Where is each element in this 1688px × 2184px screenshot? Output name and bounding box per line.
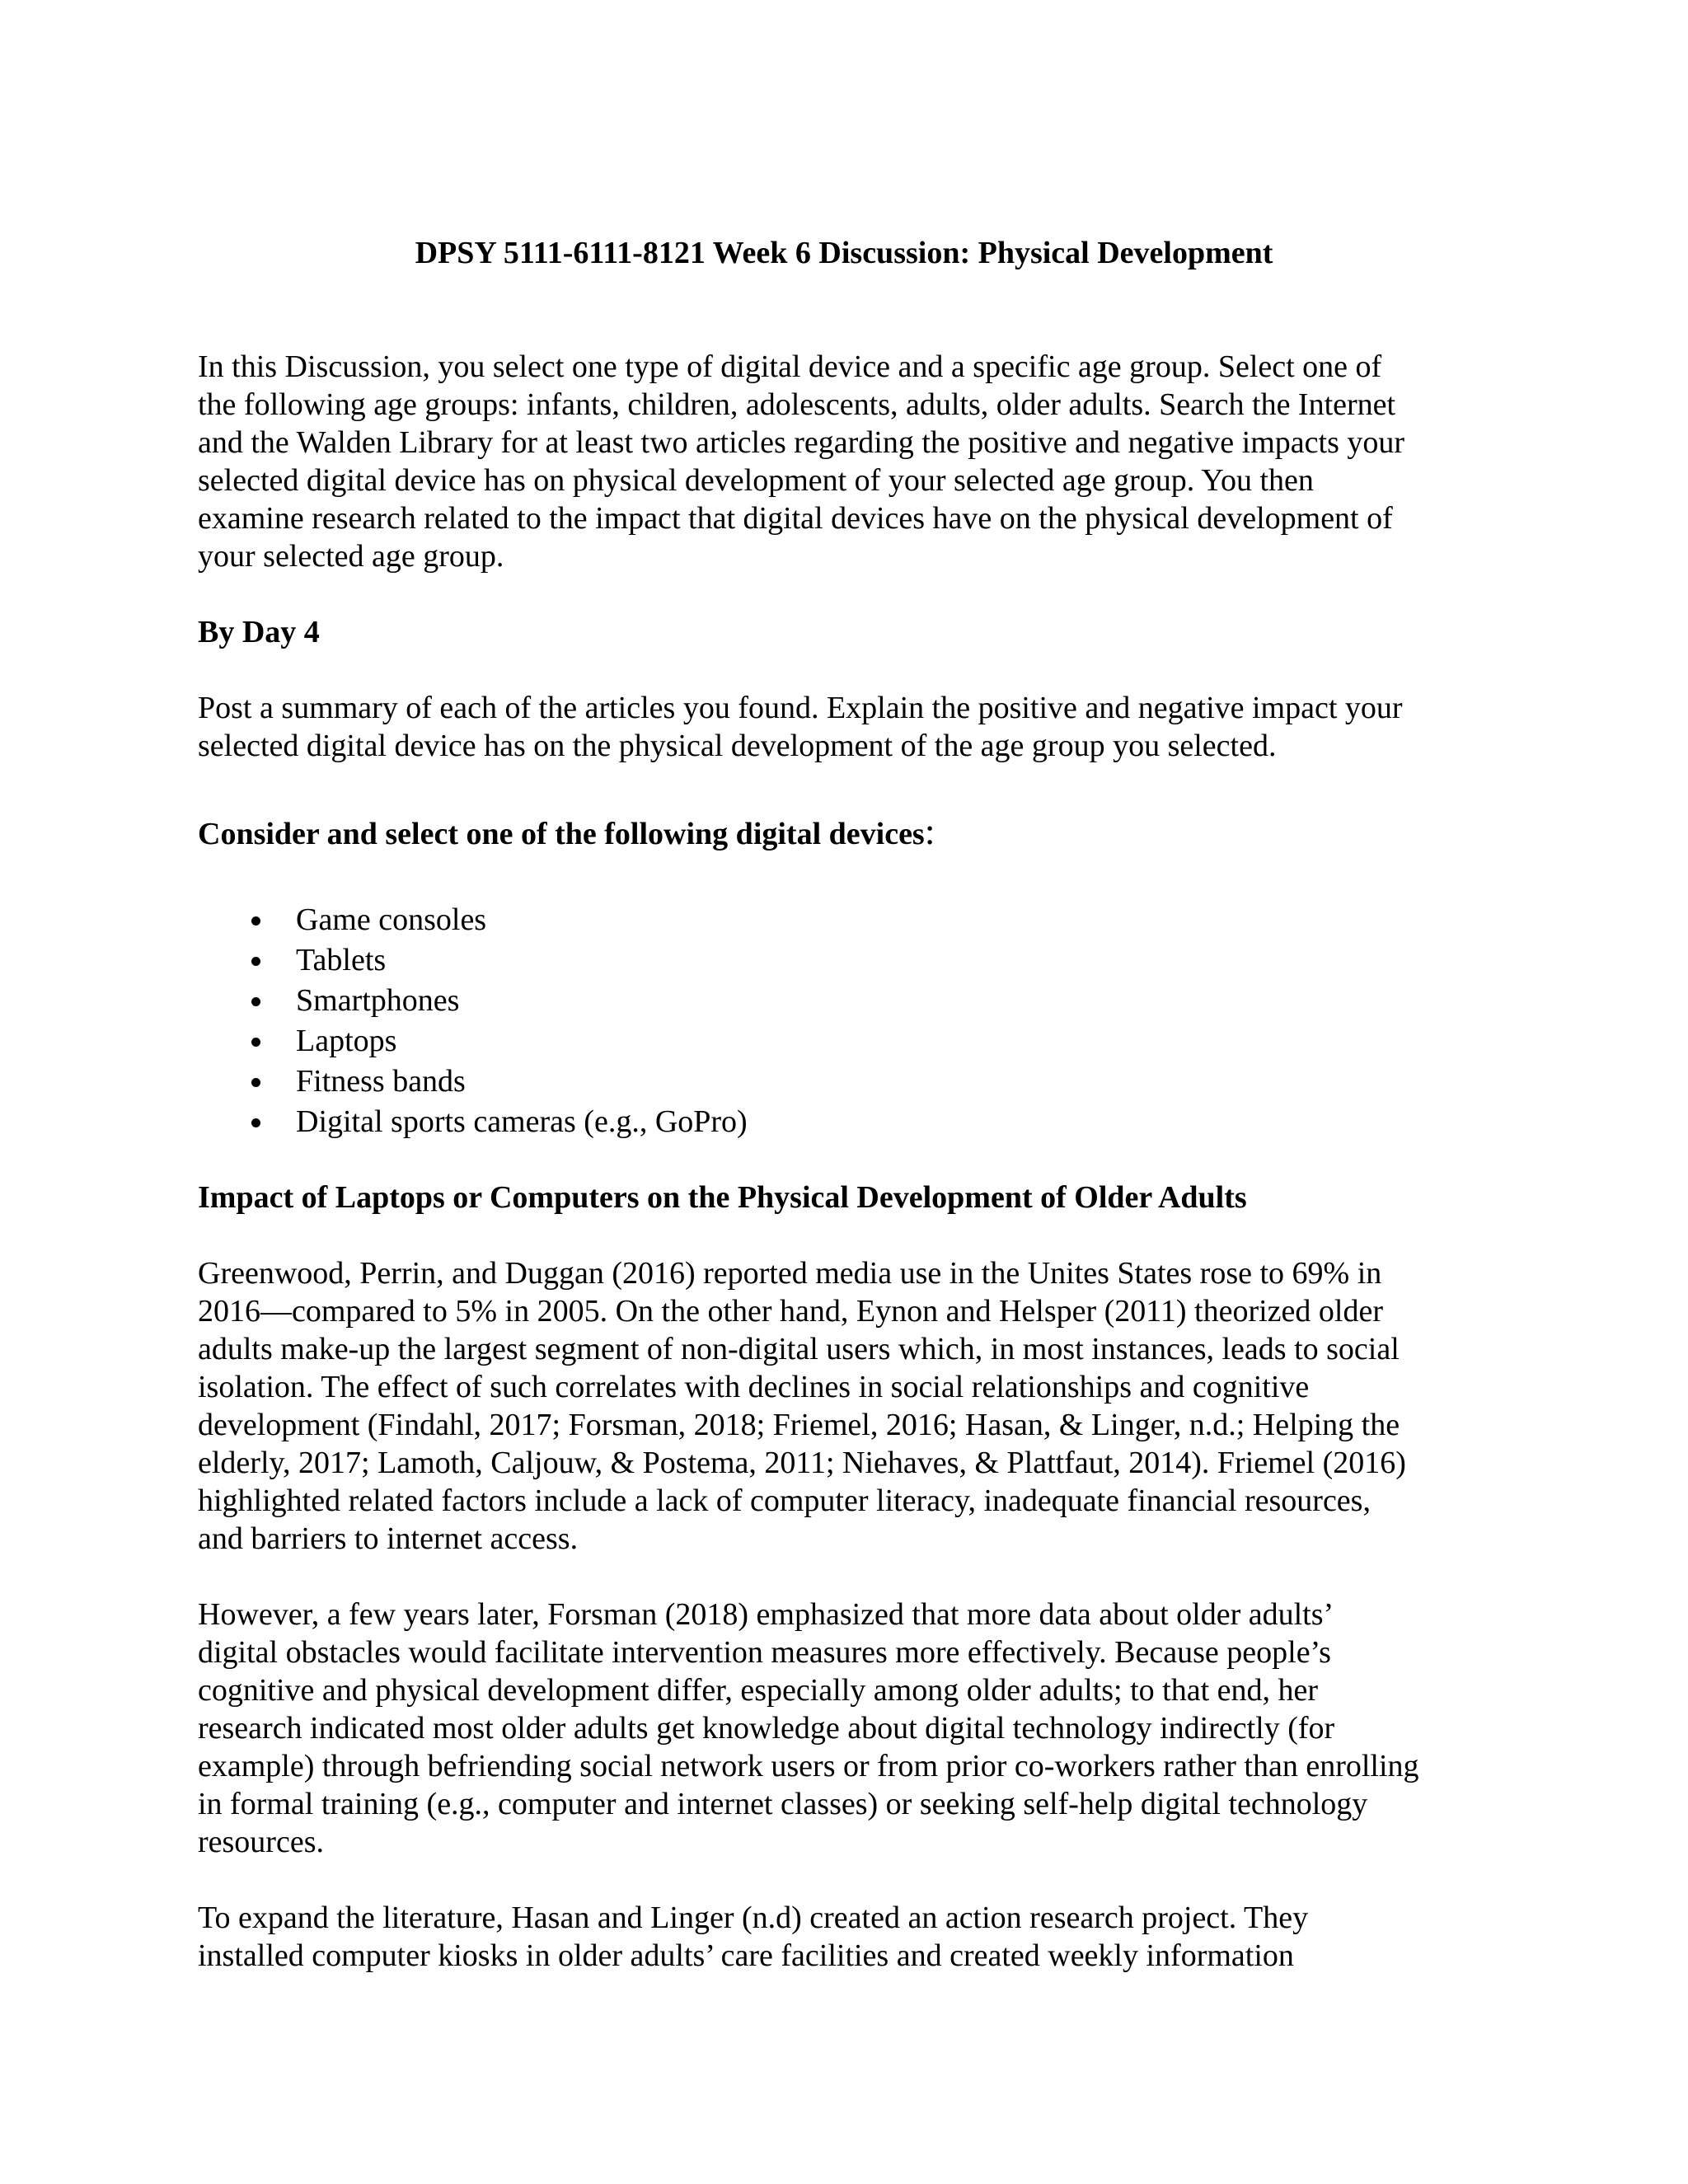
paragraph-line: isolation. The effect of such correlates with declines in social relationships and cognitive	[198, 1370, 1310, 1404]
intro-line: and the Walden Library for at least two articles regarding the positive and negative impacts your	[198, 425, 1405, 460]
paragraph-line: in formal training (e.g., computer and internet classes) or seeking self-help digital technology	[198, 1787, 1368, 1821]
paragraph-line: To expand the literature, Hasan and Linger (n.d) created an action research project. They	[198, 1900, 1309, 1935]
device-label: Game consoles	[296, 902, 487, 937]
bullet-icon	[251, 997, 260, 1006]
paragraph-line: example) through befriending social network users or from prior co-workers rather than enrolling	[198, 1749, 1419, 1783]
paragraph-line: development (Findahl, 2017; Forsman, 2018; Friemel, 2016; Hasan, & Linger, n.d.; Helping the	[198, 1408, 1400, 1442]
paragraph-3	[198, 1899, 1533, 1975]
devices-heading	[198, 810, 1533, 852]
day-heading-text: By Day 4	[198, 615, 320, 649]
intro-line: In this Discussion, you select one type of digital device and a specific age group. Select one of	[198, 349, 1382, 384]
device-label: Tablets	[296, 943, 387, 977]
device-label: Smartphones	[296, 983, 460, 1018]
bullet-icon	[251, 1078, 260, 1087]
impact-heading-text: Impact of Laptops or Computers on the Physical Development of Older Adults	[198, 1180, 1247, 1215]
summary-paragraph	[198, 689, 1533, 765]
page-title: DPSY 5111-6111-8121 Week 6 Discussion: Physical Development	[415, 236, 1273, 270]
device-label: Digital sports cameras (e.g., GoPro)	[296, 1104, 748, 1139]
paragraph-1	[198, 1254, 1533, 1558]
devices-heading-text: Consider and select one of the following digital devices	[198, 817, 925, 851]
paragraph-line: research indicated most older adults get knowledge about digital technology indirectly (for	[198, 1711, 1335, 1746]
intro-line: your selected age group.	[198, 539, 504, 574]
impact-heading	[198, 1179, 1533, 1216]
paragraph-line: adults make-up the largest segment of non-digital users which, in most instances, leads to social	[198, 1332, 1400, 1366]
intro-line: examine research related to the impact that digital devices have on the physical development of	[198, 501, 1393, 536]
devices-heading-colon: :	[924, 810, 935, 852]
bullet-icon	[251, 1118, 260, 1127]
intro-line: the following age groups: infants, children, adolescents, adults, older adults. Search the Internet	[198, 387, 1396, 422]
device-label: Laptops	[296, 1024, 397, 1058]
paragraph-line: installed computer kiosks in older adults’ care facilities and created weekly information	[198, 1938, 1294, 1973]
day-heading	[198, 613, 1533, 651]
bullet-icon	[251, 957, 260, 966]
paragraph-line: cognitive and physical development differ, especially among older adults; to that end, her	[198, 1673, 1319, 1708]
paragraph-2	[198, 1596, 1533, 1861]
paragraph-line: elderly, 2017; Lamoth, Caljouw, & Postema, 2011; Niehaves, & Plattfaut, 2014). Friemel (2016)	[198, 1446, 1406, 1480]
intro-line: selected digital device has on physical development of your selected age group. You then	[198, 463, 1314, 498]
paragraph-line: digital obstacles would facilitate intervention measures more effectively. Because people’s	[198, 1635, 1331, 1670]
paragraph-line: However, a few years later, Forsman (2018) emphasized that more data about older adults’	[198, 1597, 1334, 1632]
summary-line: Post a summary of each of the articles you found. Explain the positive and negative impact your	[198, 691, 1403, 725]
bullet-icon	[251, 916, 260, 926]
paragraph-line: Greenwood, Perrin, and Duggan (2016) reported media use in the Unites States rose to 69% in	[198, 1256, 1382, 1291]
paragraph-line: 2016—compared to 5% in 2005. On the other hand, Eynon and Helsper (2011) theorized older	[198, 1294, 1383, 1329]
paragraph-line: resources.	[198, 1825, 324, 1859]
paragraph-line: and barriers to internet access.	[198, 1521, 579, 1556]
intro-paragraph	[198, 348, 1533, 575]
paragraph-line: highlighted related factors include a lack of computer literacy, inadequate financial resources,	[198, 1483, 1371, 1518]
summary-line: selected digital device has on the physical development of the age group you selected.	[198, 729, 1277, 763]
device-label: Fitness bands	[296, 1064, 466, 1099]
bullet-icon	[251, 1038, 260, 1047]
